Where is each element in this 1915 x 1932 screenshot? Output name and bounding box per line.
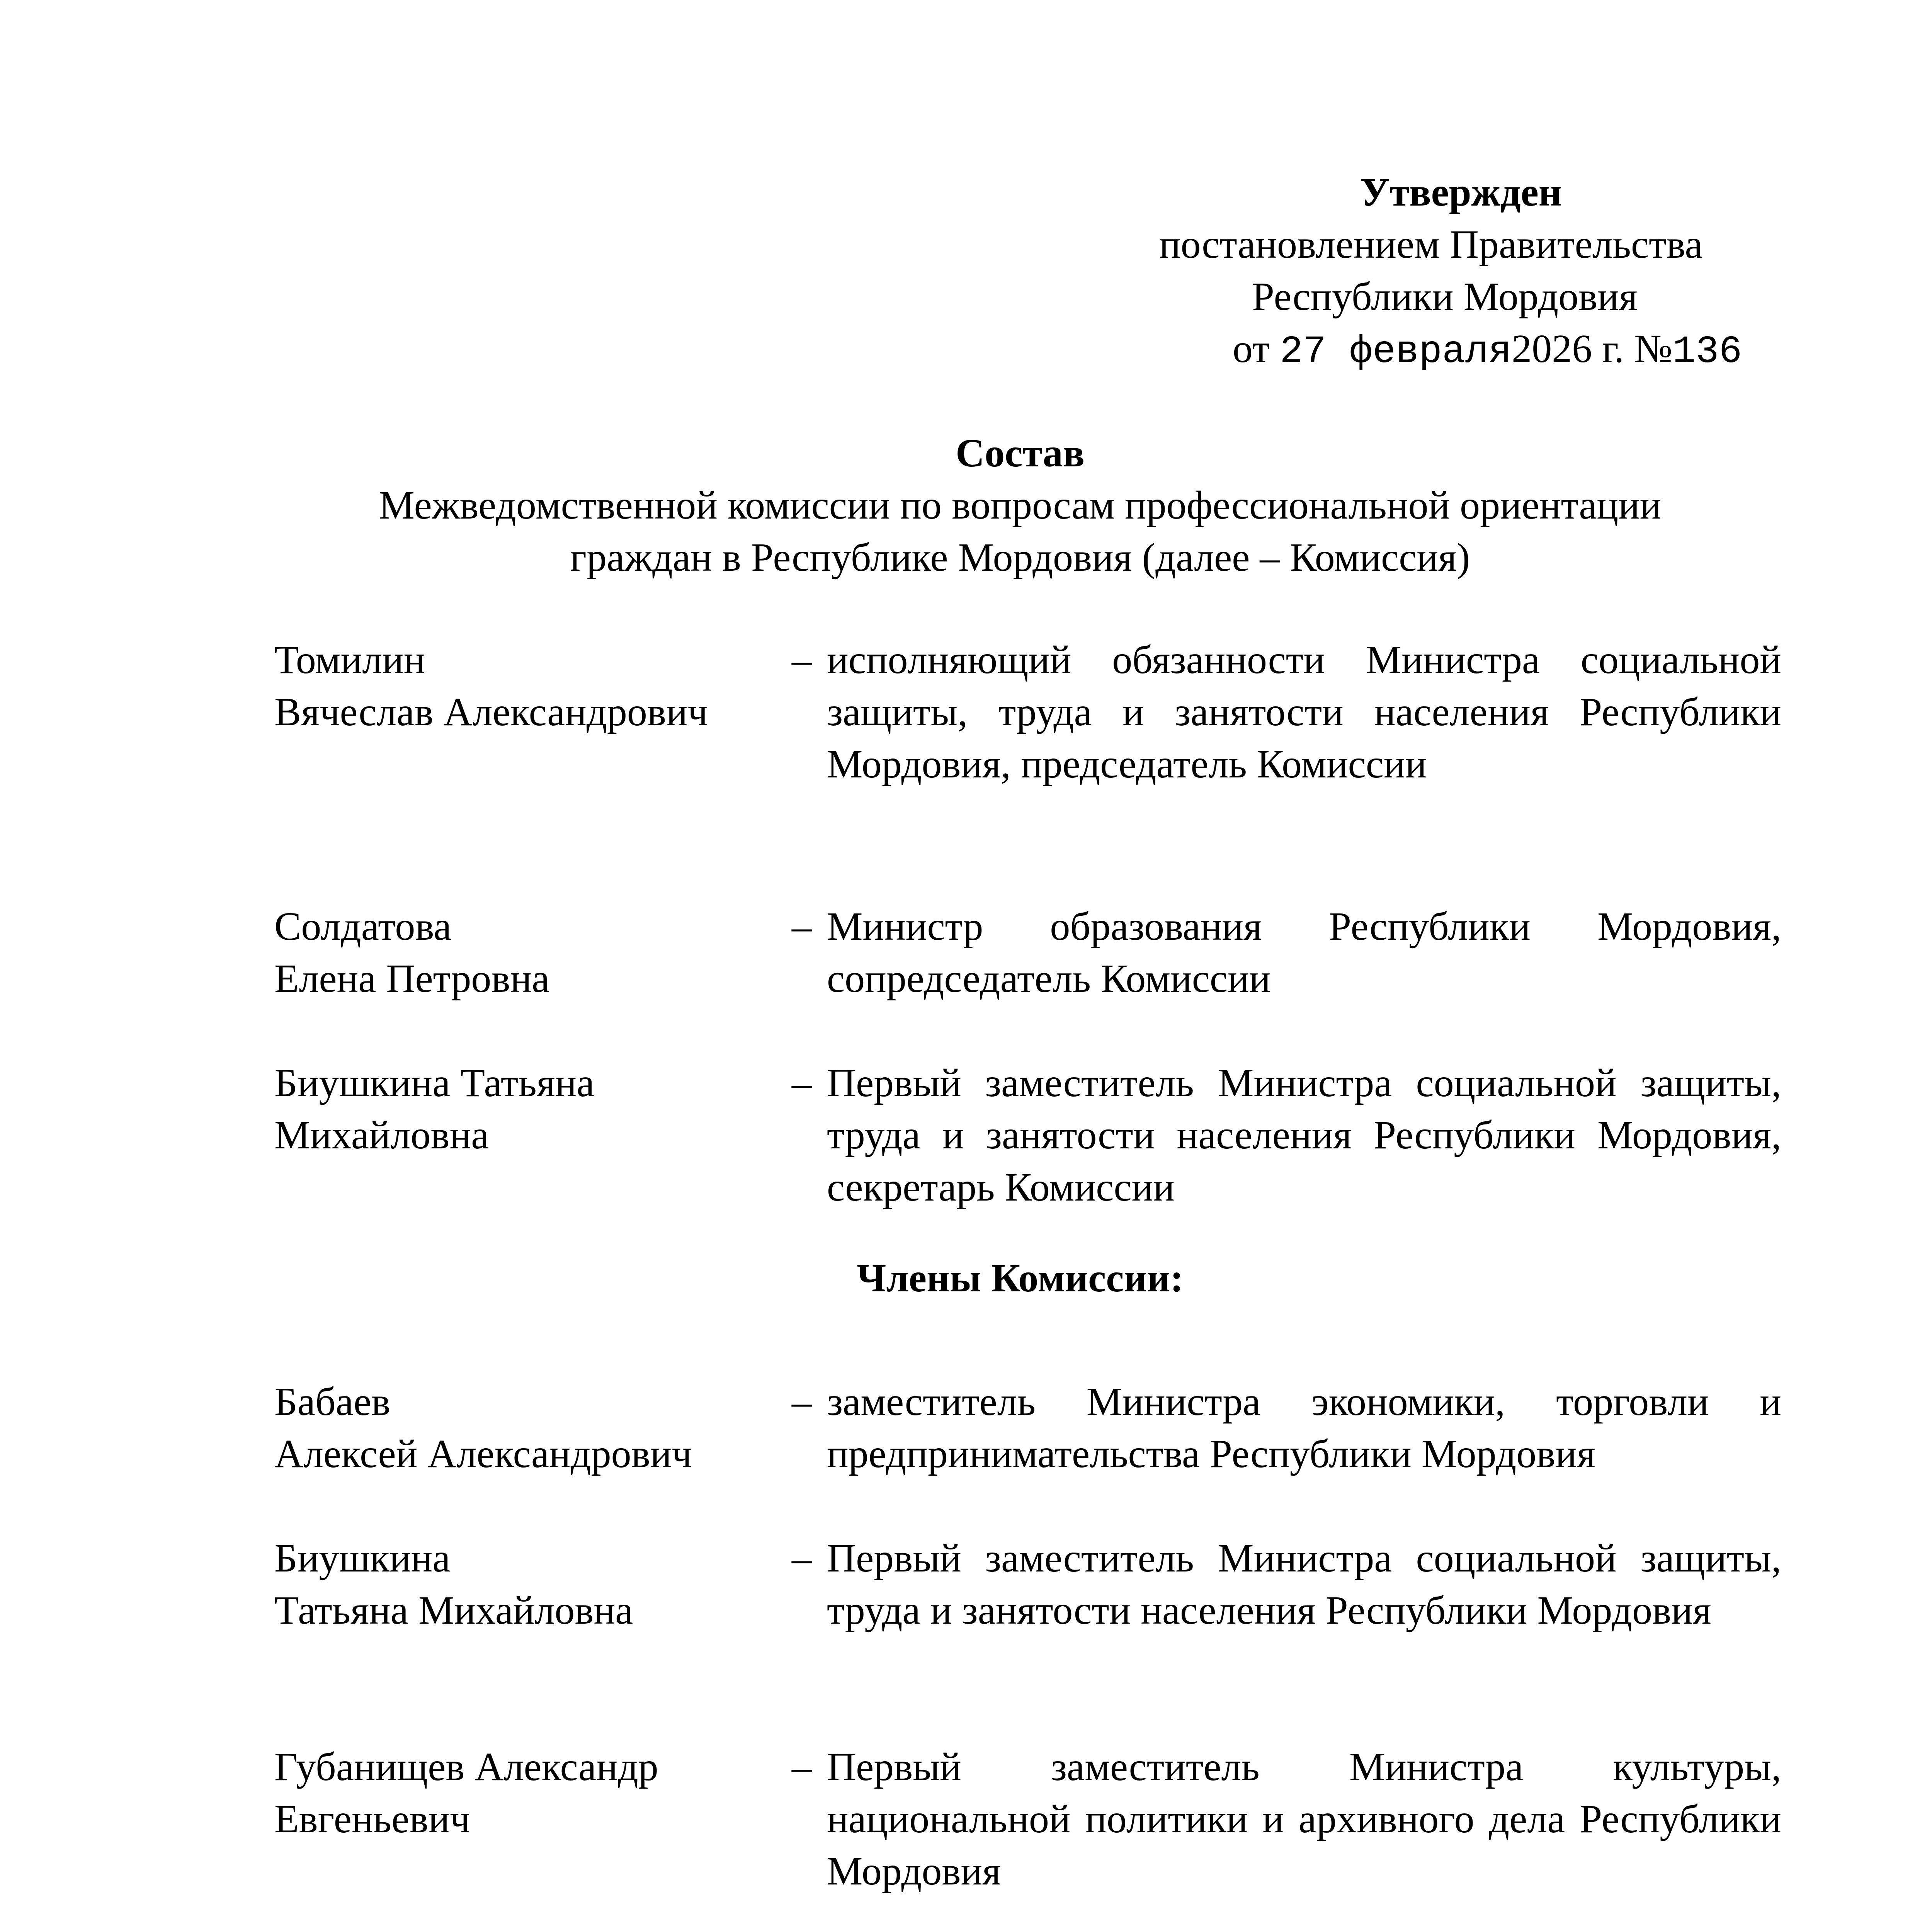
member-surname: Бабаев	[274, 1379, 391, 1424]
member-role: заместитель Министра экономики, торговли и предпринимательства Республики Мордовия	[827, 1379, 1781, 1476]
member-given-names: Михайловна	[274, 1113, 489, 1157]
member-name	[274, 1532, 777, 1636]
dash-separator: –	[792, 1745, 812, 1789]
dash-separator: –	[792, 1379, 812, 1424]
member-given-names: Вячеслав Александрович	[274, 690, 708, 734]
member-name	[274, 1741, 777, 1845]
approval-date-line	[1144, 323, 1781, 378]
member-role: Первый заместитель Министра культуры, национальной политики и архивного дела Республики Мордовия	[827, 1745, 1781, 1893]
approval-year: 2026 г.	[1512, 327, 1624, 371]
member-given-names: Елена Петровна	[274, 956, 550, 1001]
member-entry	[274, 1741, 1781, 1897]
dash-separator: –	[792, 638, 812, 682]
member-role: Первый заместитель Министра социальной защиты, труда и занятости населения Республики Мордовия, секретарь Комиссии	[827, 1061, 1781, 1209]
member-surname: Солдатова	[274, 904, 452, 949]
approval-line-1: постановлением Правительства	[1159, 222, 1703, 267]
approval-date-prefix: от	[1233, 327, 1270, 371]
member-given-names: Татьяна Михайловна	[274, 1588, 633, 1633]
member-given-names: Евгеньевич	[274, 1797, 470, 1841]
member-role: Первый заместитель Министра социальной защиты, труда и занятости населения Республики Мордовия	[827, 1536, 1781, 1633]
member-role: исполняющий обязанности Министра социальной защиты, труда и занятости населения Республики Мордовия, председатель Комиссии	[827, 638, 1781, 786]
member-entry	[274, 1532, 1781, 1636]
dash-separator: –	[792, 904, 812, 949]
member-name	[274, 900, 777, 1005]
member-entry-chairman	[274, 634, 1781, 790]
heading-subtitle-line-2: граждан в Республике Мордовия (далее – Комиссия)	[570, 535, 1470, 580]
member-role: Министр образования Республики Мордовия, сопредседатель Комиссии	[827, 904, 1781, 1001]
approval-number-sign: №	[1634, 327, 1673, 371]
member-name	[274, 1376, 777, 1480]
member-entry-secretary	[274, 1057, 1781, 1213]
approval-number: 136	[1672, 330, 1742, 374]
approval-block	[1144, 166, 1781, 378]
member-given-names: Алексей Александрович	[274, 1432, 692, 1476]
dash-separator: –	[792, 1061, 812, 1105]
member-surname: Губанищев Александр	[274, 1745, 658, 1789]
approval-line-2: Республики Мордовия	[1252, 274, 1638, 319]
dash-separator: –	[792, 1536, 812, 1580]
members-section-title: Члены Комиссии:	[857, 1256, 1184, 1300]
member-surname: Биушкина Татьяна	[274, 1061, 595, 1105]
document-heading	[270, 427, 1770, 583]
approval-date-value: 27 февраля	[1280, 330, 1512, 374]
approval-title: Утвержден	[1360, 170, 1562, 214]
member-name	[274, 1057, 777, 1161]
member-entry-co-chairman	[274, 900, 1781, 1005]
member-surname: Томилин	[274, 638, 425, 682]
member-entry	[274, 1376, 1781, 1480]
heading-subtitle-line-1: Межведомственной комиссии по вопросам профессиональной ориентации	[379, 483, 1662, 527]
member-name	[274, 634, 777, 738]
heading-title: Состав	[956, 431, 1085, 475]
member-surname: Биушкина	[274, 1536, 451, 1580]
